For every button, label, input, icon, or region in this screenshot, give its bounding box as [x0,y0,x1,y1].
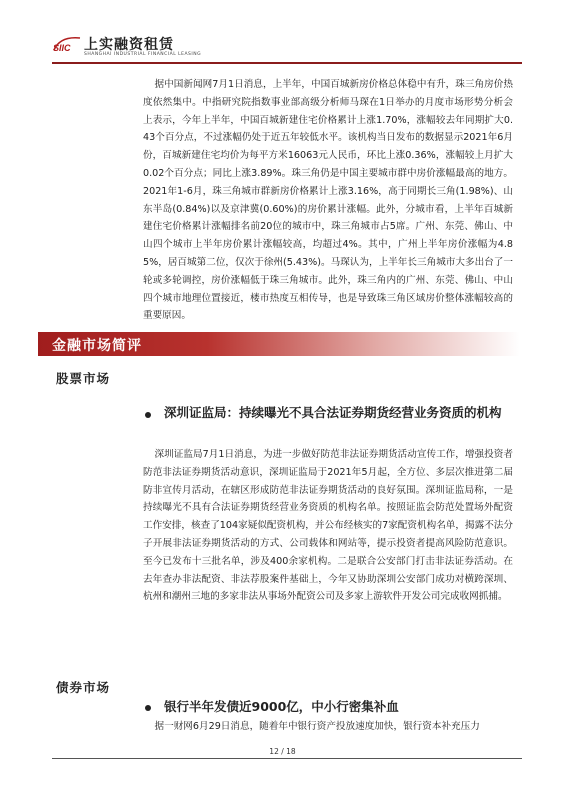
footer-divider [52,758,522,759]
stock-news-headline: 深圳证监局：持续曝光不具合法证券期货经营业务资质的机构 [164,405,502,420]
company-name-cn: 上实融资租赁 [84,37,174,53]
bond-market-heading: 债券市场 [56,680,111,695]
stock-news-paragraph: 深圳证监局7月1日消息，为进一步做好防范非法证券期货活动宣传工作，增强投资者防范非法证券期货活动意识，深圳证监局于2021年5月起，全方位、多层次推进第二届防非宣传月活动，在辖区形成防范非法证券期货活动的良好氛围。深圳证监局称，一是持续曝光不具有合法证券期货经营业务资质的机构名单。按照证监会防范处置场外配资工作安排，核查了104家疑似配资机构，并公布经核实的7家配资机构名单，揭露不法分子开展非法证券期货活动的方式、公司载体和网站等，提示投资者提高风险防范意识。至今已发布十三批名单，涉及400余家机构。二是联合公安部门打击非法证券活动。在去年查办非法配资、非法荐股案件基础上，今年又协助深圳公安部门成功对横跨深圳、杭州和潮州三地的多家非法从事场外配资公司及多家上游软件开发公司完成收网抓捕。 [143,449,513,603]
company-name-en: SHANGHAI INDUSTRIAL FINANCIAL LEASING [84,52,202,57]
page-header [52,30,522,70]
section-banner [38,332,520,356]
header-divider [52,62,522,64]
bullet-dot-icon [145,705,151,711]
section-title: 金融市场简评 [52,338,142,354]
stock-market-heading: 股票市场 [56,371,111,386]
svg-text:SIIC: SIIC [53,43,71,53]
bond-news-headline: 银行半年发债近9000亿，中小行密集补血 [164,699,399,714]
page-number: 12 / 18 [269,747,296,756]
bullet-dot-icon [145,412,151,418]
siic-logo-icon [52,34,82,54]
housing-price-paragraph: 据中国新闻网7月1日消息，上半年，中国百城新房价格总体稳中有升，珠三角房价热度依然集中。中指研究院指数事业部高级分析师马琛在1日举办的月度市场形势分析会上表示，今年上半年，中国百城新建住宅价格累计上涨1.70%，涨幅较去年同期扩大0.43个百分点，不过涨幅仍处于近五年较低水平。该机构当日发布的数据显示2021年6月份，百城新建住宅均价为每平方米16063元人民币，环比上涨0.36%，涨幅较上月扩大0.02个百分点；同比上涨3.89%。珠三角仍是中国主要城市群中房价涨幅最高的地方。2021年1-6月，珠三角城市群新房价格累计上涨3.16%，高于同期长三角(1.98%)、山东半岛(0.84%)以及京津冀(0.60%)的房价累计涨幅。此外，分城市看，上半年百城新建住宅价格累计涨幅排名前20位的城市中，珠三角城市占5席。广州、东莞、佛山、中山四个城市上半年房价累计涨幅较高，均超过4%。其中，广州上半年房价涨幅为4.85%，居百城第二位，仅次于徐州(5.43%)。马琛认为，上半年长三角城市大多出台了一轮或多轮调控，房价涨幅低于珠三角城市。此外，珠三角内的广州、东莞、佛山、中山四个城市地理位置接近，楼市热度互相传导，也是导致珠三角区域房价整体涨幅较高的重要原因。 [143,79,513,322]
bond-news-paragraph: 据一财网6月29日消息，随着年中银行资产投放速度加快，银行资本补充压力 [154,721,480,732]
